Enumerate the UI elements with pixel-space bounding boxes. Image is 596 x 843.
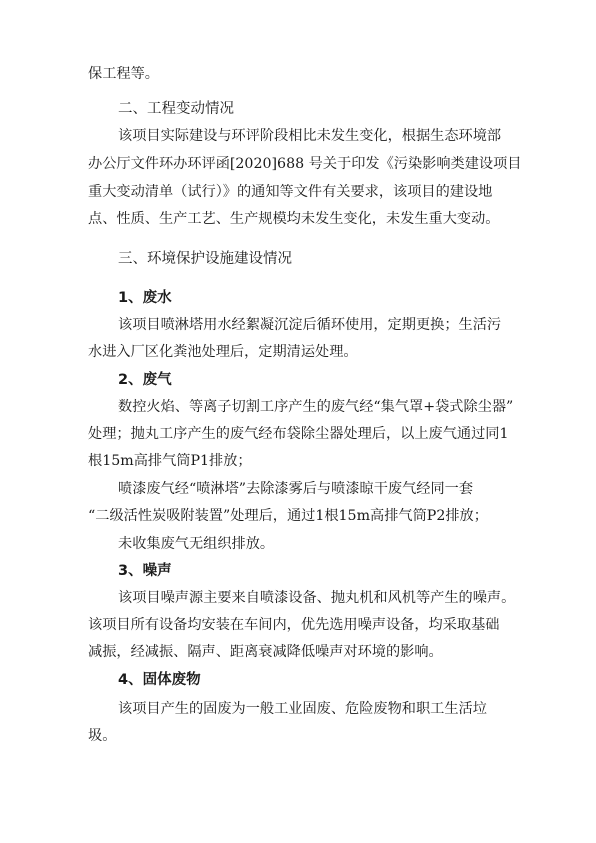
paragraph-line: 重大变动清单（试行）》的通知等文件有关要求，该项目的建设地 [88,184,493,200]
paragraph-line: 该项目喷淋塔用水经絮凝沉淀后循环使用，定期更换；生活污 [118,317,502,333]
subheading-exhaust-gas: 2、废气 [118,372,172,388]
paragraph-line: 数控火焰、等离子切割工序产生的废气经“集气罩+袋式除尘器” [118,399,514,415]
paragraph-line: 根15m高排气筒P1排放； [88,453,252,469]
paragraph-line: “二级活性炭吸附装置”处理后，通过1根15m高排气筒P2排放； [88,508,488,524]
section-heading-3: 三、环境保护设施建设情况 [118,251,292,267]
paragraph-line: 点、性质、生产工艺、生产规模均未发生变化，未发生重大变动。 [88,211,500,227]
paragraph-continuation: 保工程等。 [88,66,159,82]
paragraph-line: 未收集废气无组织排放。 [118,536,275,552]
paragraph-line: 喷漆废气经“喷淋塔”去除漆雾后与喷漆晾干废气经同一套 [118,481,474,497]
paragraph-line: 该项目噪声源主要来自喷漆设备、抛丸机和风机等产生的噪声。 [118,590,516,606]
subheading-noise: 3、噪声 [118,563,172,579]
paragraph-line: 该项目实际建设与环评阶段相比未发生变化，根据生态环境部 [118,128,502,144]
paragraph-line: 该项目所有设备均安装在车间内，优先选用噪声设备，均采取基础 [88,617,500,633]
section-heading-2: 二、工程变动情况 [118,101,234,117]
paragraph-line: 圾。 [88,728,117,744]
paragraph-line: 办公厅文件环办环评函[2020]688 号关于印发《污染影响类建设项目 [88,156,522,172]
paragraph-line: 水进入厂区化粪池处理后，定期清运处理。 [88,344,358,360]
paragraph-line: 该项目产生的固废为一般工业固废、危险废物和职工生活垃 [118,701,487,717]
paragraph-line: 处理；抛丸工序产生的废气经布袋除尘器处理后，以上废气通过同1 [88,426,509,442]
subheading-solid-waste: 4、固体废物 [118,672,201,688]
paragraph-line: 减振，经减振、隔声、距离衰减降低噪声对环境的影响。 [88,644,443,660]
subheading-wastewater: 1、废水 [118,290,172,306]
